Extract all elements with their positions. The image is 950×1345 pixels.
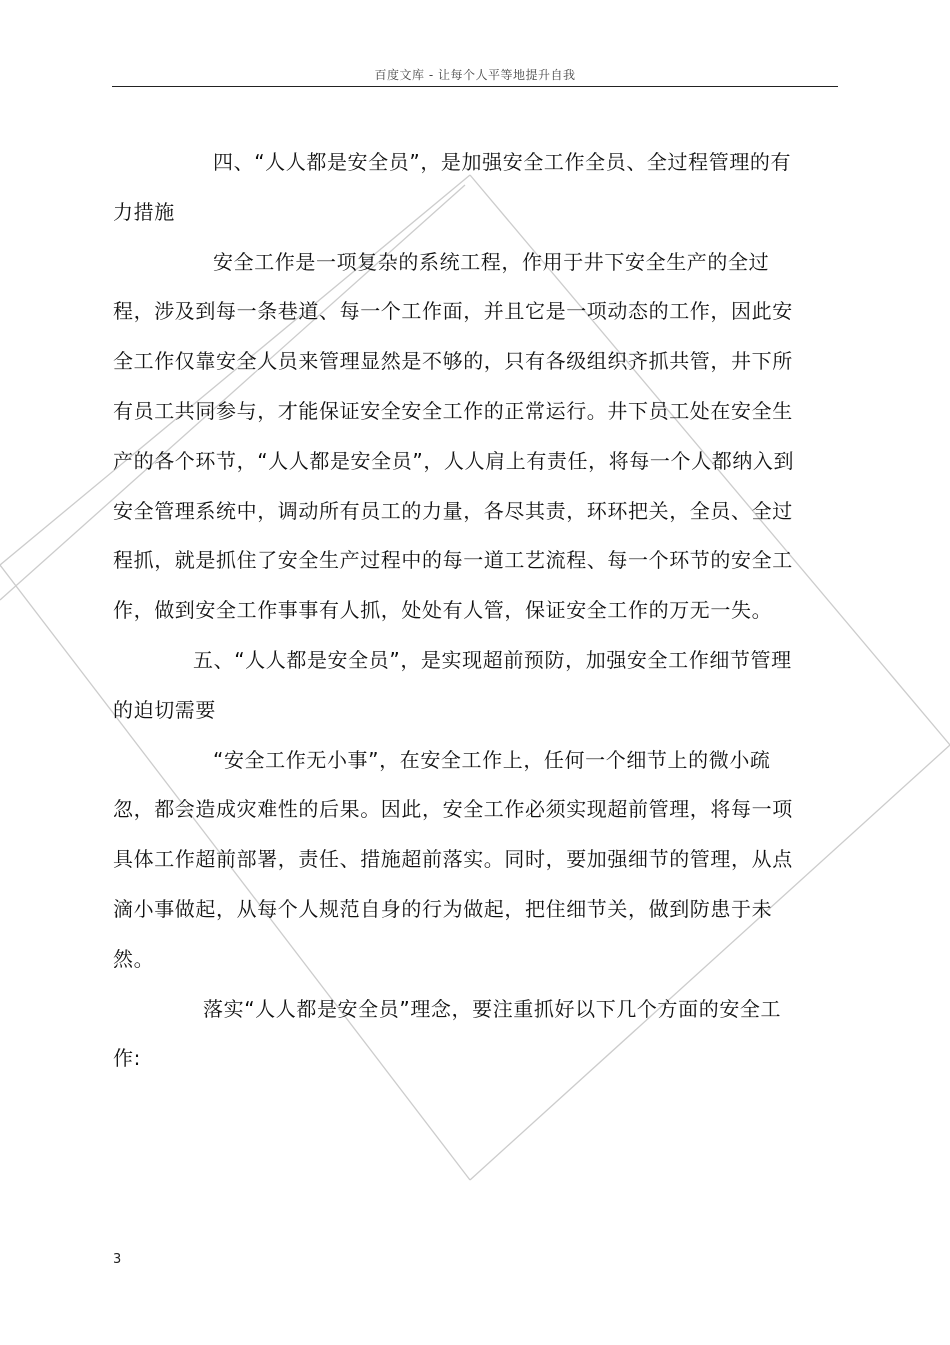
header-rule	[112, 86, 838, 87]
paragraph-heading-5: 五、“人人都是安全员”，是实现超前预防，加强安全工作细节管理的迫切需要	[113, 647, 792, 722]
page-number: 3	[113, 1252, 122, 1267]
paragraph-body: 落实“人人都是安全员”理念，要注重抓好以下几个方面的安全工作:	[113, 996, 782, 1071]
document-body	[113, 138, 803, 1084]
paragraph-body: 安全工作是一项复杂的系统工程，作用于井下安全生产的全过程，涉及到每一条巷道、每一个工作面，并且它是一项动态的工作，因此安全工作仅靠安全人员来管理显然是不够的，只有各级组织齐抓共管，井下所有员工共同参与，才能保证安全安全工作的正常运行。井下员工处在安全生产的各个环节，“人人都是安全员”，人人肩上有责任，将每一个人都纳入到安全管理系统中，调动所有员工的力量，各尽其责，环环把关，全员、全过程抓，就是抓住了安全生产过程中的每一道工艺流程、每一个环节的安全工作，做到安全工作事事有人抓，处处有人管，保证安全工作的万无一失。	[113, 249, 795, 623]
paragraph-heading-4: 四、“人人都是安全员”，是加强安全工作全员、全过程管理的有力措施	[113, 150, 792, 224]
page-header: 百度文库 - 让每个人平等地提升自我	[374, 68, 576, 82]
paragraph-body: “安全工作无小事”，在安全工作上，任何一个细节上的微小疏忽，都会造成灾难性的后果。因此，安全工作必须实现超前管理，将每一项具体工作超前部署，责任、措施超前落实。同时，要加强细节的管理，从点滴小事做起，从每个人规范自身的行为做起，把住细节关，做到防患于未然。	[113, 747, 793, 971]
